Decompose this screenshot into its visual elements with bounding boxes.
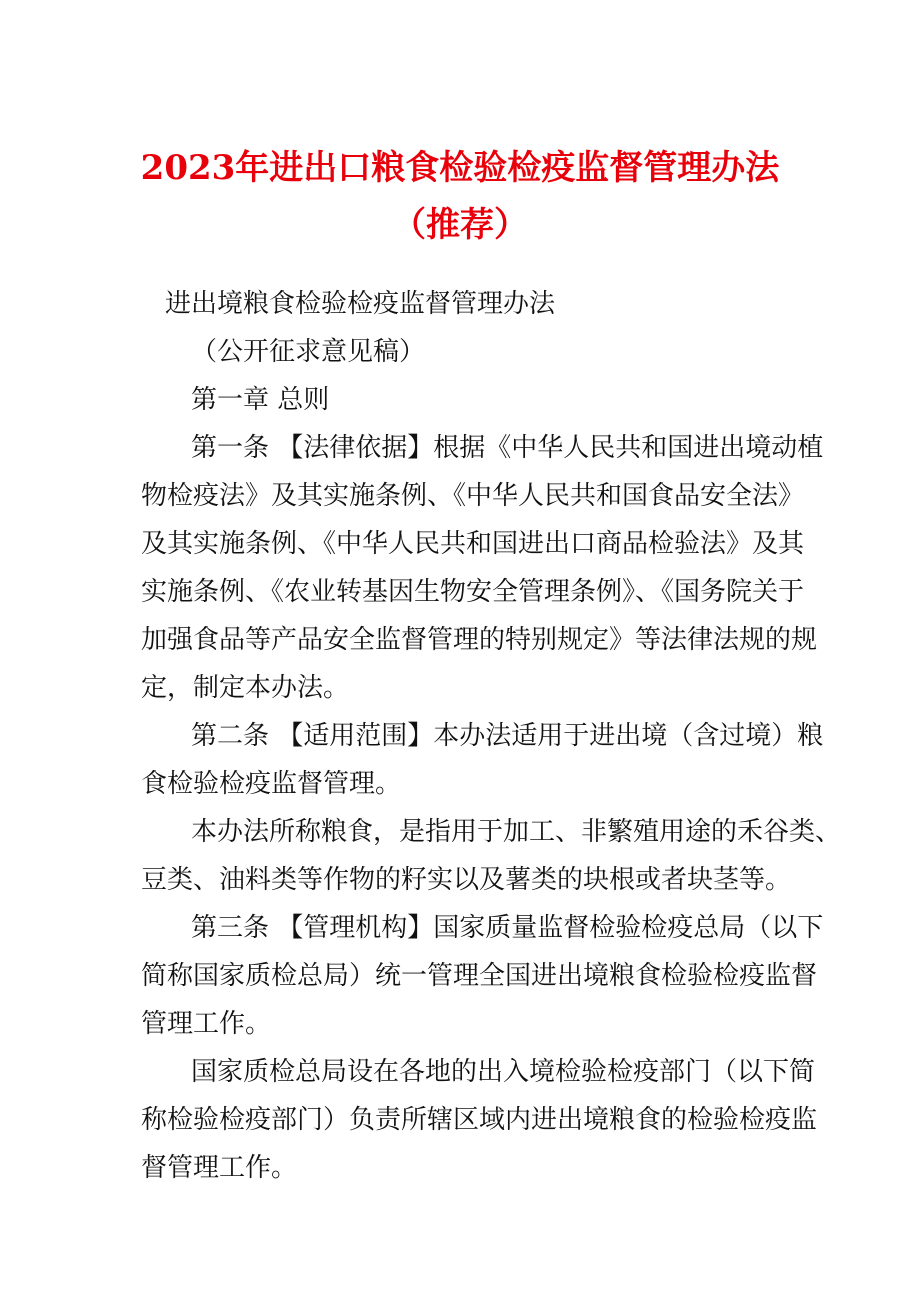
paragraph (141, 1048, 818, 1192)
paragraph-line: 豆类、油料类等作物的籽实以及薯类的块根或者块茎等。 (141, 865, 792, 895)
chapter-heading: 第一章 总则 (191, 385, 330, 415)
paragraph-line: 加强食品等产品安全监督管理的特别规定》等法律法规的规 (141, 625, 818, 655)
paragraph (141, 808, 842, 904)
paragraph-line: 第二条 【适用范围】本办法适用于进出境（含过境）粮 (191, 721, 824, 751)
document-title: 2023年进出口粮食检验检疫监督管理办法 (140, 148, 780, 188)
document-body (141, 280, 842, 1192)
paragraph-line: 督管理工作。 (141, 1153, 298, 1183)
document-title-suffix: （推荐） (392, 205, 528, 245)
paragraph-line: 第三条 【管理机构】国家质量监督检验检疫总局（以下 (191, 913, 824, 943)
paragraph-line: 定，制定本办法。 (141, 673, 350, 703)
paragraph-line: 第一条 【法律依据】根据《中华人民共和国进出境动植 (191, 433, 824, 463)
paragraph-line: 食检验检疫监督管理。 (141, 769, 402, 799)
paragraph-line: 物检疫法》及其实施条例、《中华人民共和国食品安全法》 (141, 481, 805, 511)
paragraph (141, 712, 824, 808)
paragraph-line: 国家质检总局设在各地的出入境检验检疫部门（以下简 (191, 1057, 816, 1087)
paragraph-line: 实施条例、《农业转基因生物安全管理条例》、《国务院关于 (141, 577, 805, 607)
paragraph-line: 本办法所称粮食，是指用于加工、非繁殖用途的禾谷类、 (191, 817, 842, 847)
paragraph-line: 简称国家质检总局）统一管理全国进出境粮食检验检疫监督 (141, 961, 818, 991)
paragraph-line: 及其实施条例、《中华人民共和国进出口商品检验法》及其 (141, 529, 805, 559)
paragraph-line: 管理工作。 (141, 1009, 272, 1039)
paragraphs (141, 424, 842, 1192)
draft-note: （公开征求意见稿） (191, 337, 426, 367)
paragraph (141, 424, 824, 712)
paragraph (141, 904, 824, 1048)
regulation-heading: 进出境粮食检验检疫监督管理办法 (165, 289, 556, 319)
paragraph-line: 称检验检疫部门）负责所辖区域内进出境粮食的检验检疫监 (141, 1105, 818, 1135)
